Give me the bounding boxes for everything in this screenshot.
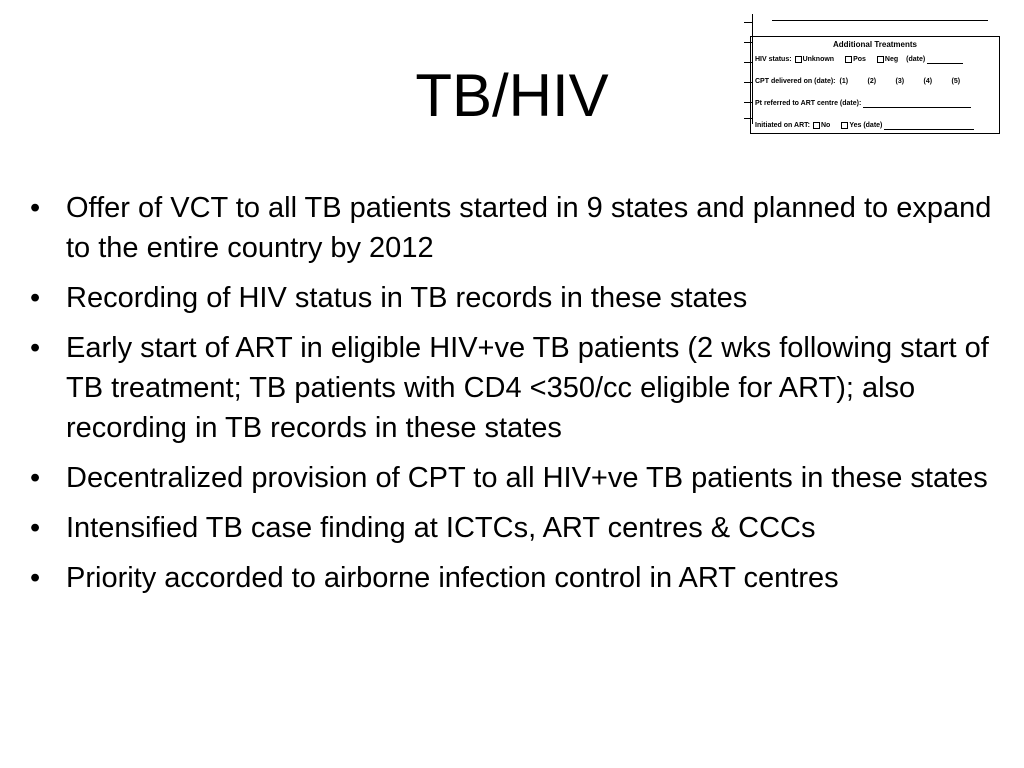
bullet-text: Intensified TB case finding at ICTCs, ART centres & CCCs bbox=[66, 512, 816, 544]
no-checkbox bbox=[813, 122, 820, 129]
cpt-slot-1: (1) bbox=[839, 78, 849, 85]
yes-checkbox bbox=[841, 122, 848, 129]
unknown-checkbox bbox=[795, 56, 802, 63]
bullet-marker: • bbox=[30, 192, 41, 224]
yes-date-blank bbox=[884, 122, 974, 130]
initiated-label: Initiated on ART: bbox=[755, 122, 810, 129]
form-cpt-row bbox=[755, 77, 995, 86]
neg-checkbox bbox=[877, 56, 884, 63]
hiv-status-label: HIV status: bbox=[755, 56, 792, 63]
form-initiated-row bbox=[755, 121, 995, 130]
bullet-text: Recording of HIV status in TB records in these states bbox=[66, 282, 748, 314]
form-hiv-status-row bbox=[755, 55, 995, 64]
pos-option-label: Pos bbox=[853, 56, 866, 63]
bullet-marker: • bbox=[30, 462, 41, 494]
hiv-date-label: (date) bbox=[906, 56, 926, 63]
form-heading: Additional Treatments bbox=[832, 40, 917, 49]
yes-option-label: Yes (date) bbox=[849, 122, 883, 129]
bullet-text: Priority accorded to airborne infection control in ART centres bbox=[66, 562, 839, 594]
bullet-text: Early start of ART in eligible HIV+ve TB patients (2 wks following start of TB treatment; TB patients with CD4 <350/cc eligible for ART); also recording in TB records in these states bbox=[66, 332, 989, 444]
bullet-marker: • bbox=[30, 512, 41, 544]
bullet-marker: • bbox=[30, 282, 41, 314]
bullet-item bbox=[30, 328, 1010, 448]
bullet-item bbox=[30, 188, 1010, 268]
bullet-item bbox=[30, 508, 1010, 548]
bullet-item bbox=[30, 458, 1010, 498]
referred-label: Pt referred to ART centre (date): bbox=[755, 100, 862, 107]
additional-treatments-form-image bbox=[730, 14, 1006, 140]
hiv-date-blank bbox=[927, 56, 963, 64]
unknown-option-label: Unknown bbox=[802, 56, 835, 63]
cpt-slot-5: (5) bbox=[951, 78, 961, 85]
form-top-line bbox=[772, 20, 988, 21]
bullet-marker: • bbox=[30, 332, 41, 364]
cpt-slot-3: (3) bbox=[895, 78, 905, 85]
bullet-text: Decentralized provision of CPT to all HIV+ve TB patients in these states bbox=[66, 462, 988, 494]
no-option-label: No bbox=[820, 122, 831, 129]
cpt-slot-2: (2) bbox=[867, 78, 877, 85]
cpt-label: CPT delivered on (date): bbox=[755, 78, 836, 85]
slide-title: TB/HIV bbox=[415, 62, 609, 129]
neg-option-label: Neg bbox=[884, 56, 899, 63]
bullet-text: Offer of VCT to all TB patients started in 9 states and planned to expand to the entire country by 2012 bbox=[66, 192, 992, 264]
referred-date-blank bbox=[863, 100, 971, 108]
form-referred-row bbox=[755, 99, 995, 108]
cpt-slot-4: (4) bbox=[923, 78, 933, 85]
form-tick bbox=[744, 22, 752, 23]
form-box bbox=[750, 36, 1000, 134]
bullet-marker: • bbox=[30, 562, 41, 594]
bullet-list bbox=[30, 188, 1010, 608]
bullet-item bbox=[30, 558, 1010, 598]
pos-checkbox bbox=[845, 56, 852, 63]
bullet-item bbox=[30, 278, 1010, 318]
